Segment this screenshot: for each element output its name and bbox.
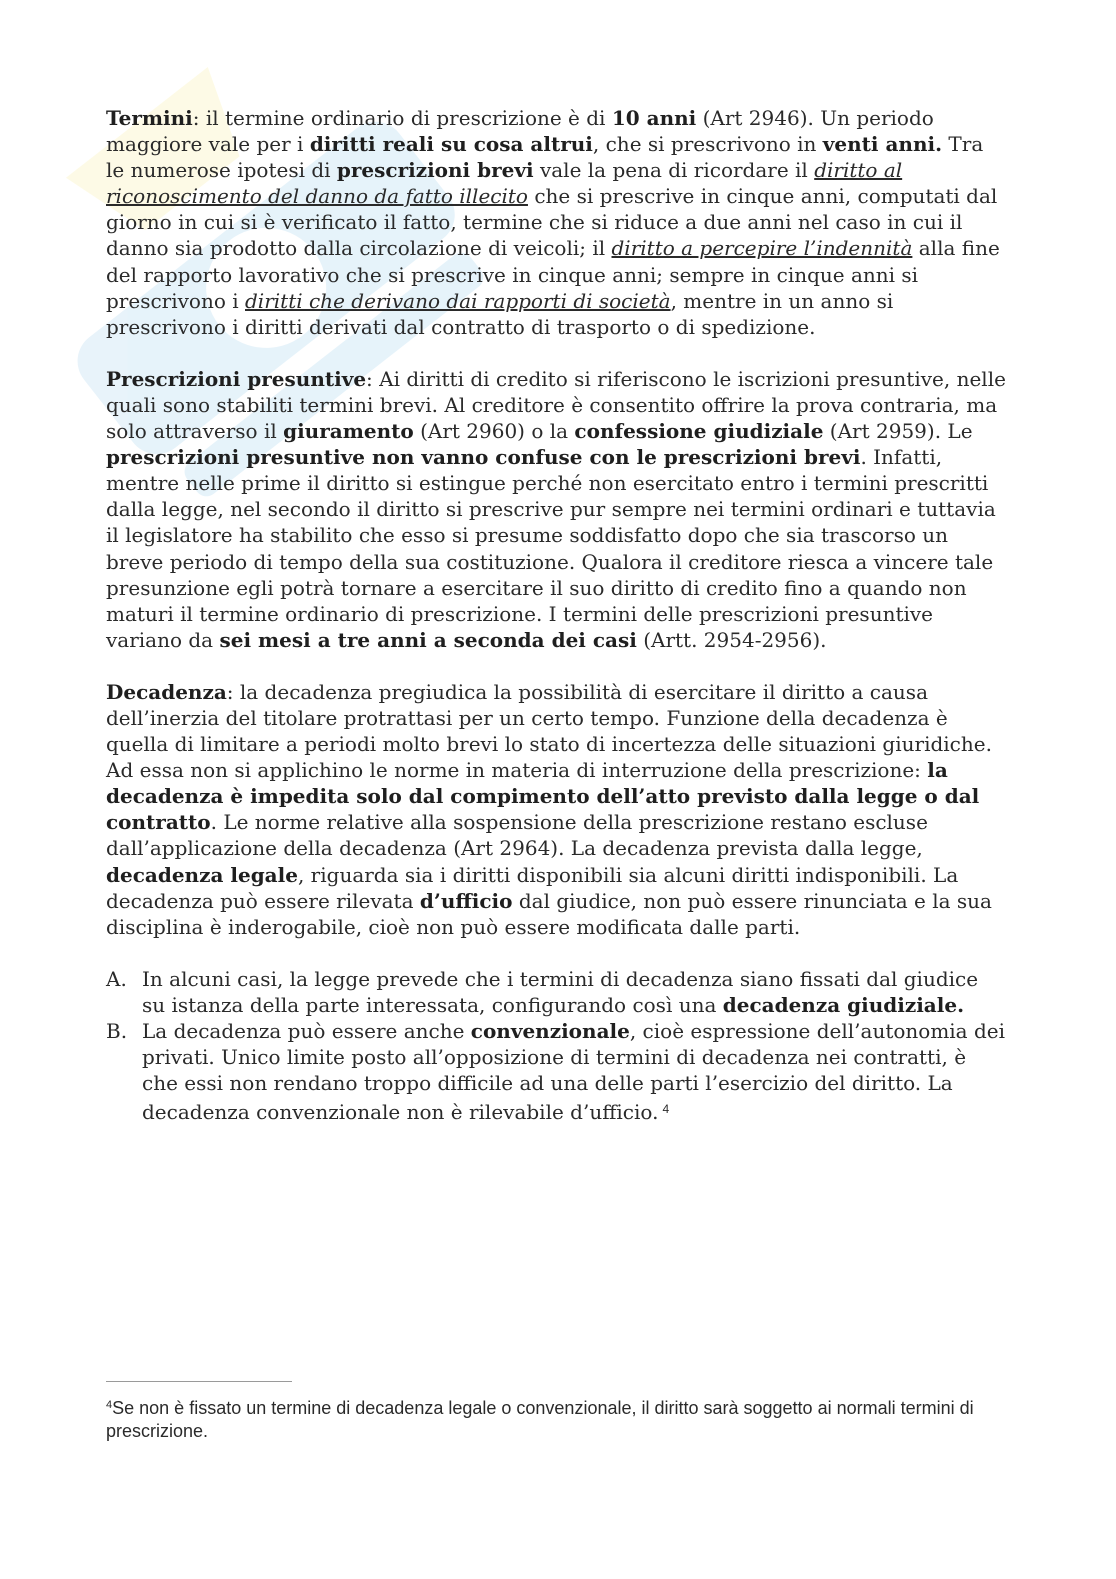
paragraph-decadenza: Decadenza: la decadenza pregiudica la possibilità di esercitare il diritto a causa dell’inerzia del titolare protrattasi per un certo tempo. Funzione della decadenza è quella di limitare a periodi molto brevi lo stato di incertezza delle situazioni giuridiche. Ad essa non si applichino le norme in materia di interruzione della prescrizione: la decadenza è impedita solo dal compimento dell’atto previsto dalla legge o dal contratto. Le norme relative alla sospensione della prescrizione restano escluse dall’applicazione della decadenza (Art 2964). La decadenza prevista dalla legge, decadenza legale, riguarda sia i diritti disponibili sia alcuni diritti indisponibili. La decadenza può essere rilevata d’ufficio dal giudice, non può essere rinunciata e la sua disciplina è inderogabile, cioè non può essere modificata dalle parti.: [106, 679, 992, 939]
list-item: B. La decadenza può essere anche convenzionale, cioè espressione dell’autonomia dei privati. Unico limite posto all’opposizione di termini di decadenza nei contratti, è che essi non rendano troppo difficile ad una delle parti l’esercizio del diritto. La decadenza convenzionale non è rilevabile d’ufficio. $^4$: [106, 1019, 1005, 1125]
list-marker: A.: [106, 966, 127, 991]
paragraph-prescrizioni-presuntive: Prescrizioni presuntive: Ai diritti di credito si riferiscono le iscrizioni presuntive, nelle quali sono stabiliti termini brevi. Al creditore è consentito offrire la prova contraria, ma solo attraverso il giuramento (Art 2960) o la confessione giudiziale (Art 2959). Le prescrizioni presuntive non vanno confuse con le prescrizioni brevi. Infatti, mentre nelle prime il diritto si estingue perché non esercitato entro i termini prescritti dalla legge, nel secondo il diritto si prescrive pur sempre nei termini ordinari e tuttavia il legislatore ha stabilito che esso si presume soddisfatto dopo che sia trascorso un breve periodo di tempo della sua costituzione. Qualora il creditore riesca a vincere tale presunzione egli potrà tornare a esercitare il suo diritto di credito fino a quando non maturi il termine ordinario di prescrizione. I termini delle prescrizioni presuntive variano da sei mesi a tre anni a seconda dei casi (Artt. 2954-2956).: [106, 366, 1006, 652]
footnote: [106, 1394, 1006, 1443]
footnote-reference[interactable]: 4: [662, 1102, 670, 1117]
footnote-text: Se non è fissato un termine di decadenza legale o convenzionale, il diritto sarà soggetto ai normali termini di prescrizione.: [106, 1398, 974, 1441]
emphasis-diritto-indennita: diritto a percepire l’indennità: [611, 236, 913, 261]
document-body: [106, 105, 1006, 1125]
decadenza-list: [106, 966, 1006, 1126]
paragraph-termini: Termini: il termine ordinario di prescrizione è di 10 anni (Art 2946). Un periodo maggiore vale per i diritti reali su cosa altrui, che si prescrivono in venti anni. Tra le numerose ipotesi di prescrizioni brevi vale la pena di ricordare il diritto al riconoscimento del danno da fatto illecito che si prescrive in cinque anni, computati dal giorno in cui si è verificato il fatto, termine che si riduce a due anni nel caso in cui il danno sia prodotto dalla circolazione di veicoli; il diritto a percepire l’indennità alla fine del rapporto lavorativo che si prescrive in cinque anni; sempre in cinque anni si prescrivono i diritti che derivano dai rapporti di società, mentre in un anno si prescrivono i diritti derivati dal contratto di trasporto o di spedizione.: [106, 106, 1000, 339]
footnote-separator: [106, 1381, 292, 1382]
list-item: A. In alcuni casi, la legge prevede che i termini di decadenza siano fissati dal giudice su istanza della parte interessata, configurando così una decadenza giudiziale.: [106, 966, 979, 1017]
heading-termini: Termini: [106, 106, 193, 130]
emphasis-diritti-societa: diritti che derivano dai rapporti di società: [245, 288, 671, 313]
emphasis-diritto-danno: diritto al riconoscimento del danno da fatto illecito: [106, 158, 903, 209]
footnote-number: 4: [106, 1399, 113, 1411]
list-marker: B.: [106, 1019, 128, 1043]
heading-decadenza: Decadenza: [106, 679, 227, 704]
heading-prescrizioni-presuntive: Prescrizioni presuntive: [106, 366, 367, 391]
